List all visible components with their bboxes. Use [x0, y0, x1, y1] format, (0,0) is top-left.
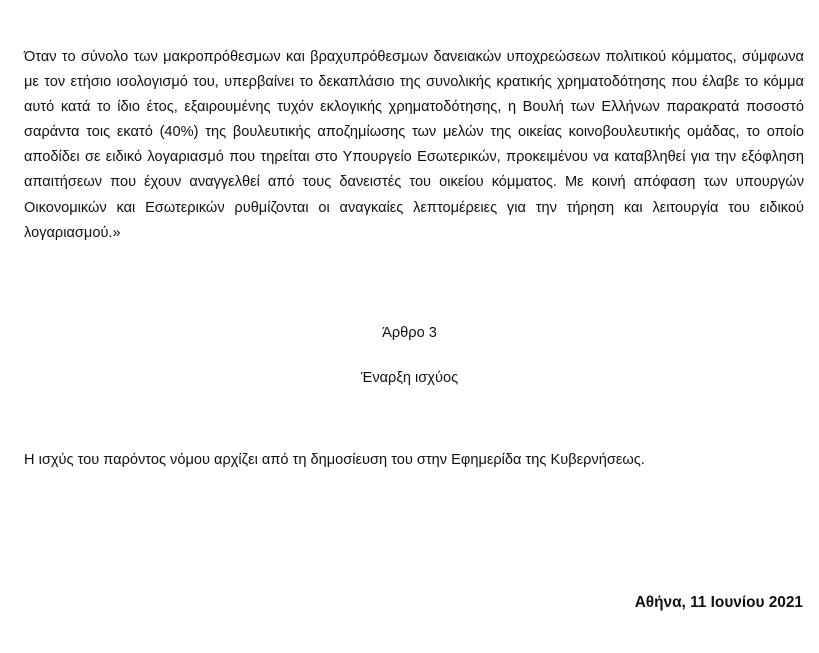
article-number: Άρθρο 3	[382, 325, 437, 341]
signoff-date: Αθήνα, 11 Ιουνίου 2021	[634, 594, 803, 611]
article-body: Η ισχύς του παρόντος νόμου αρχίζει από τη δημοσίευση του στην Εφημερίδα της Κυβερνήσεως.	[24, 452, 645, 468]
body-paragraph: Όταν το σύνολο των μακροπρόθεσμων και βραχυπρόθεσμων δανειακών υποχρεώσεων πολιτικού κόμματος, σύμφωνα με τον ετήσιο ισολογισμό του, υπερβαίνει το δεκαπλάσιο της συνολικής κρατικής χρηματοδότησης που έλαβε το κόμμα αυτό κατά το ίδιο έτος, εξαιρουμένης τυχόν εκλογικής χρηματοδότησης, η Βουλή των Ελλήνων παρακρατά ποσοστό σαράντα τοις εκατό (40%) της βουλευτικής αποζημίωσης των μελών της οικείας κοινοβουλευτικής ομάδας, το οποίο αποδίδει σε ειδικό λογαριασμό που τηρείται στο Υπουργείο Εσωτερικών, προκειμένου να καταβληθεί για την εξόφληση απαιτήσεων που έχουν αναγγελθεί από τους δανειστές του οικείου κόμματος. Με κοινή απόφαση των υπουργών Οικονομικών και Εσωτερικών ρυθμίζονται οι αναγκαίες λεπτομέρειες για την τήρηση και λειτουργία του ειδικού λογαριασμού.»	[24, 49, 804, 241]
article-title: Έναρξη ισχύος	[360, 370, 459, 386]
